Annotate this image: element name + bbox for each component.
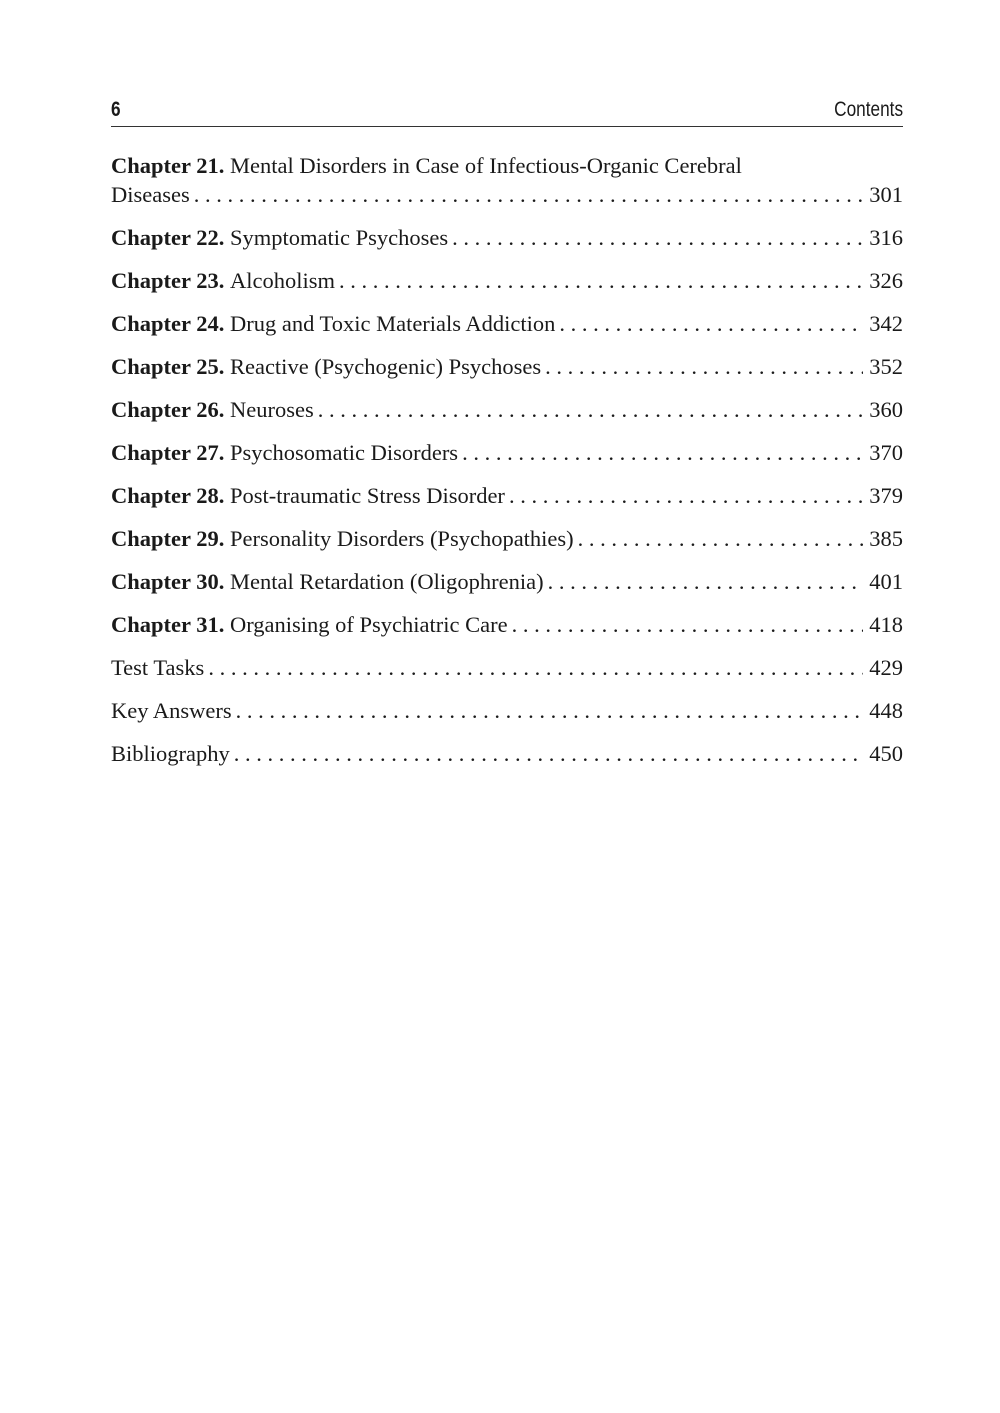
dot-leader — [578, 524, 864, 553]
chapter-number: Chapter 29. — [111, 526, 225, 551]
dot-leader — [208, 653, 863, 682]
toc-entry-chapter-21[interactable] — [111, 151, 903, 209]
dot-leader — [548, 567, 864, 596]
chapter-number: Chapter 24. — [111, 311, 225, 336]
dot-leader — [236, 696, 864, 725]
toc-entry-chapter-25[interactable] — [111, 352, 903, 381]
chapter-number: Chapter 21. — [111, 153, 225, 178]
chapter-number: Chapter 25. — [111, 354, 225, 379]
dot-leader — [339, 266, 863, 295]
toc-entry-chapter-28[interactable] — [111, 481, 903, 510]
chapter-title: Mental Retardation (Oligophrenia) — [229, 569, 544, 594]
toc-entry-chapter-27[interactable] — [111, 438, 903, 467]
running-title: Contents — [834, 98, 903, 121]
page-ref: 450 — [869, 741, 903, 766]
page-ref: 316 — [869, 225, 903, 250]
page-ref: 385 — [869, 526, 903, 551]
dot-leader — [234, 739, 864, 768]
toc-entry-title-line — [111, 151, 903, 180]
page-ref: 370 — [869, 440, 903, 465]
toc-entry-chapter-26[interactable] — [111, 395, 903, 424]
page-ref: 379 — [869, 483, 903, 508]
page-ref: 401 — [869, 569, 903, 594]
dot-leader — [194, 180, 864, 209]
toc-entry-test-tasks[interactable] — [111, 653, 903, 682]
table-of-contents — [111, 151, 903, 782]
page-number: 6 — [111, 98, 121, 121]
dot-leader — [462, 438, 863, 467]
section-title: Test Tasks — [111, 655, 205, 680]
chapter-number: Chapter 28. — [111, 483, 225, 508]
page-ref: 360 — [869, 397, 903, 422]
toc-entry-chapter-30[interactable] — [111, 567, 903, 596]
dot-leader — [512, 610, 864, 639]
page-ref: 301 — [869, 182, 903, 207]
page-ref: 418 — [869, 612, 903, 637]
page-ref: 352 — [869, 354, 903, 379]
toc-entry-bibliography[interactable] — [111, 739, 903, 768]
chapter-number: Chapter 27. — [111, 440, 225, 465]
chapter-title: Drug and Toxic Materials Addiction — [229, 311, 556, 336]
section-title: Key Answers — [111, 698, 232, 723]
page-ref: 448 — [869, 698, 903, 723]
chapter-number: Chapter 30. — [111, 569, 225, 594]
toc-entry-leader-line — [111, 180, 903, 209]
chapter-number: Chapter 26. — [111, 397, 225, 422]
toc-entry-chapter-29[interactable] — [111, 524, 903, 553]
chapter-title: Post-traumatic Stress Disorder — [229, 483, 505, 508]
chapter-title-line1: Mental Disorders in Case of Infectious-Organic Cerebral — [229, 153, 742, 178]
dot-leader — [452, 223, 863, 252]
dot-leader — [509, 481, 863, 510]
chapter-title: Neuroses — [229, 397, 314, 422]
toc-entry-chapter-23[interactable] — [111, 266, 903, 295]
toc-entry-key-answers[interactable] — [111, 696, 903, 725]
dot-leader — [545, 352, 863, 381]
page-header — [111, 96, 903, 127]
chapter-number: Chapter 31. — [111, 612, 225, 637]
chapter-number: Chapter 23. — [111, 268, 225, 293]
chapter-title: Personality Disorders (Psychopathies) — [229, 526, 574, 551]
chapter-title: Alcoholism — [229, 268, 335, 293]
page-ref: 342 — [869, 311, 903, 336]
chapter-title: Organising of Psychiatric Care — [229, 612, 508, 637]
chapter-title: Reactive (Psychogenic) Psychoses — [229, 354, 542, 379]
chapter-title: Diseases — [111, 182, 190, 207]
dot-leader — [559, 309, 863, 338]
chapter-title: Psychosomatic Disorders — [229, 440, 459, 465]
toc-entry-chapter-24[interactable] — [111, 309, 903, 338]
toc-entry-chapter-22[interactable] — [111, 223, 903, 252]
chapter-number: Chapter 22. — [111, 225, 225, 250]
page-ref: 429 — [869, 655, 903, 680]
chapter-title: Symptomatic Psychoses — [229, 225, 449, 250]
toc-entry-chapter-31[interactable] — [111, 610, 903, 639]
dot-leader — [318, 395, 864, 424]
section-title: Bibliography — [111, 741, 230, 766]
page-ref: 326 — [869, 268, 903, 293]
